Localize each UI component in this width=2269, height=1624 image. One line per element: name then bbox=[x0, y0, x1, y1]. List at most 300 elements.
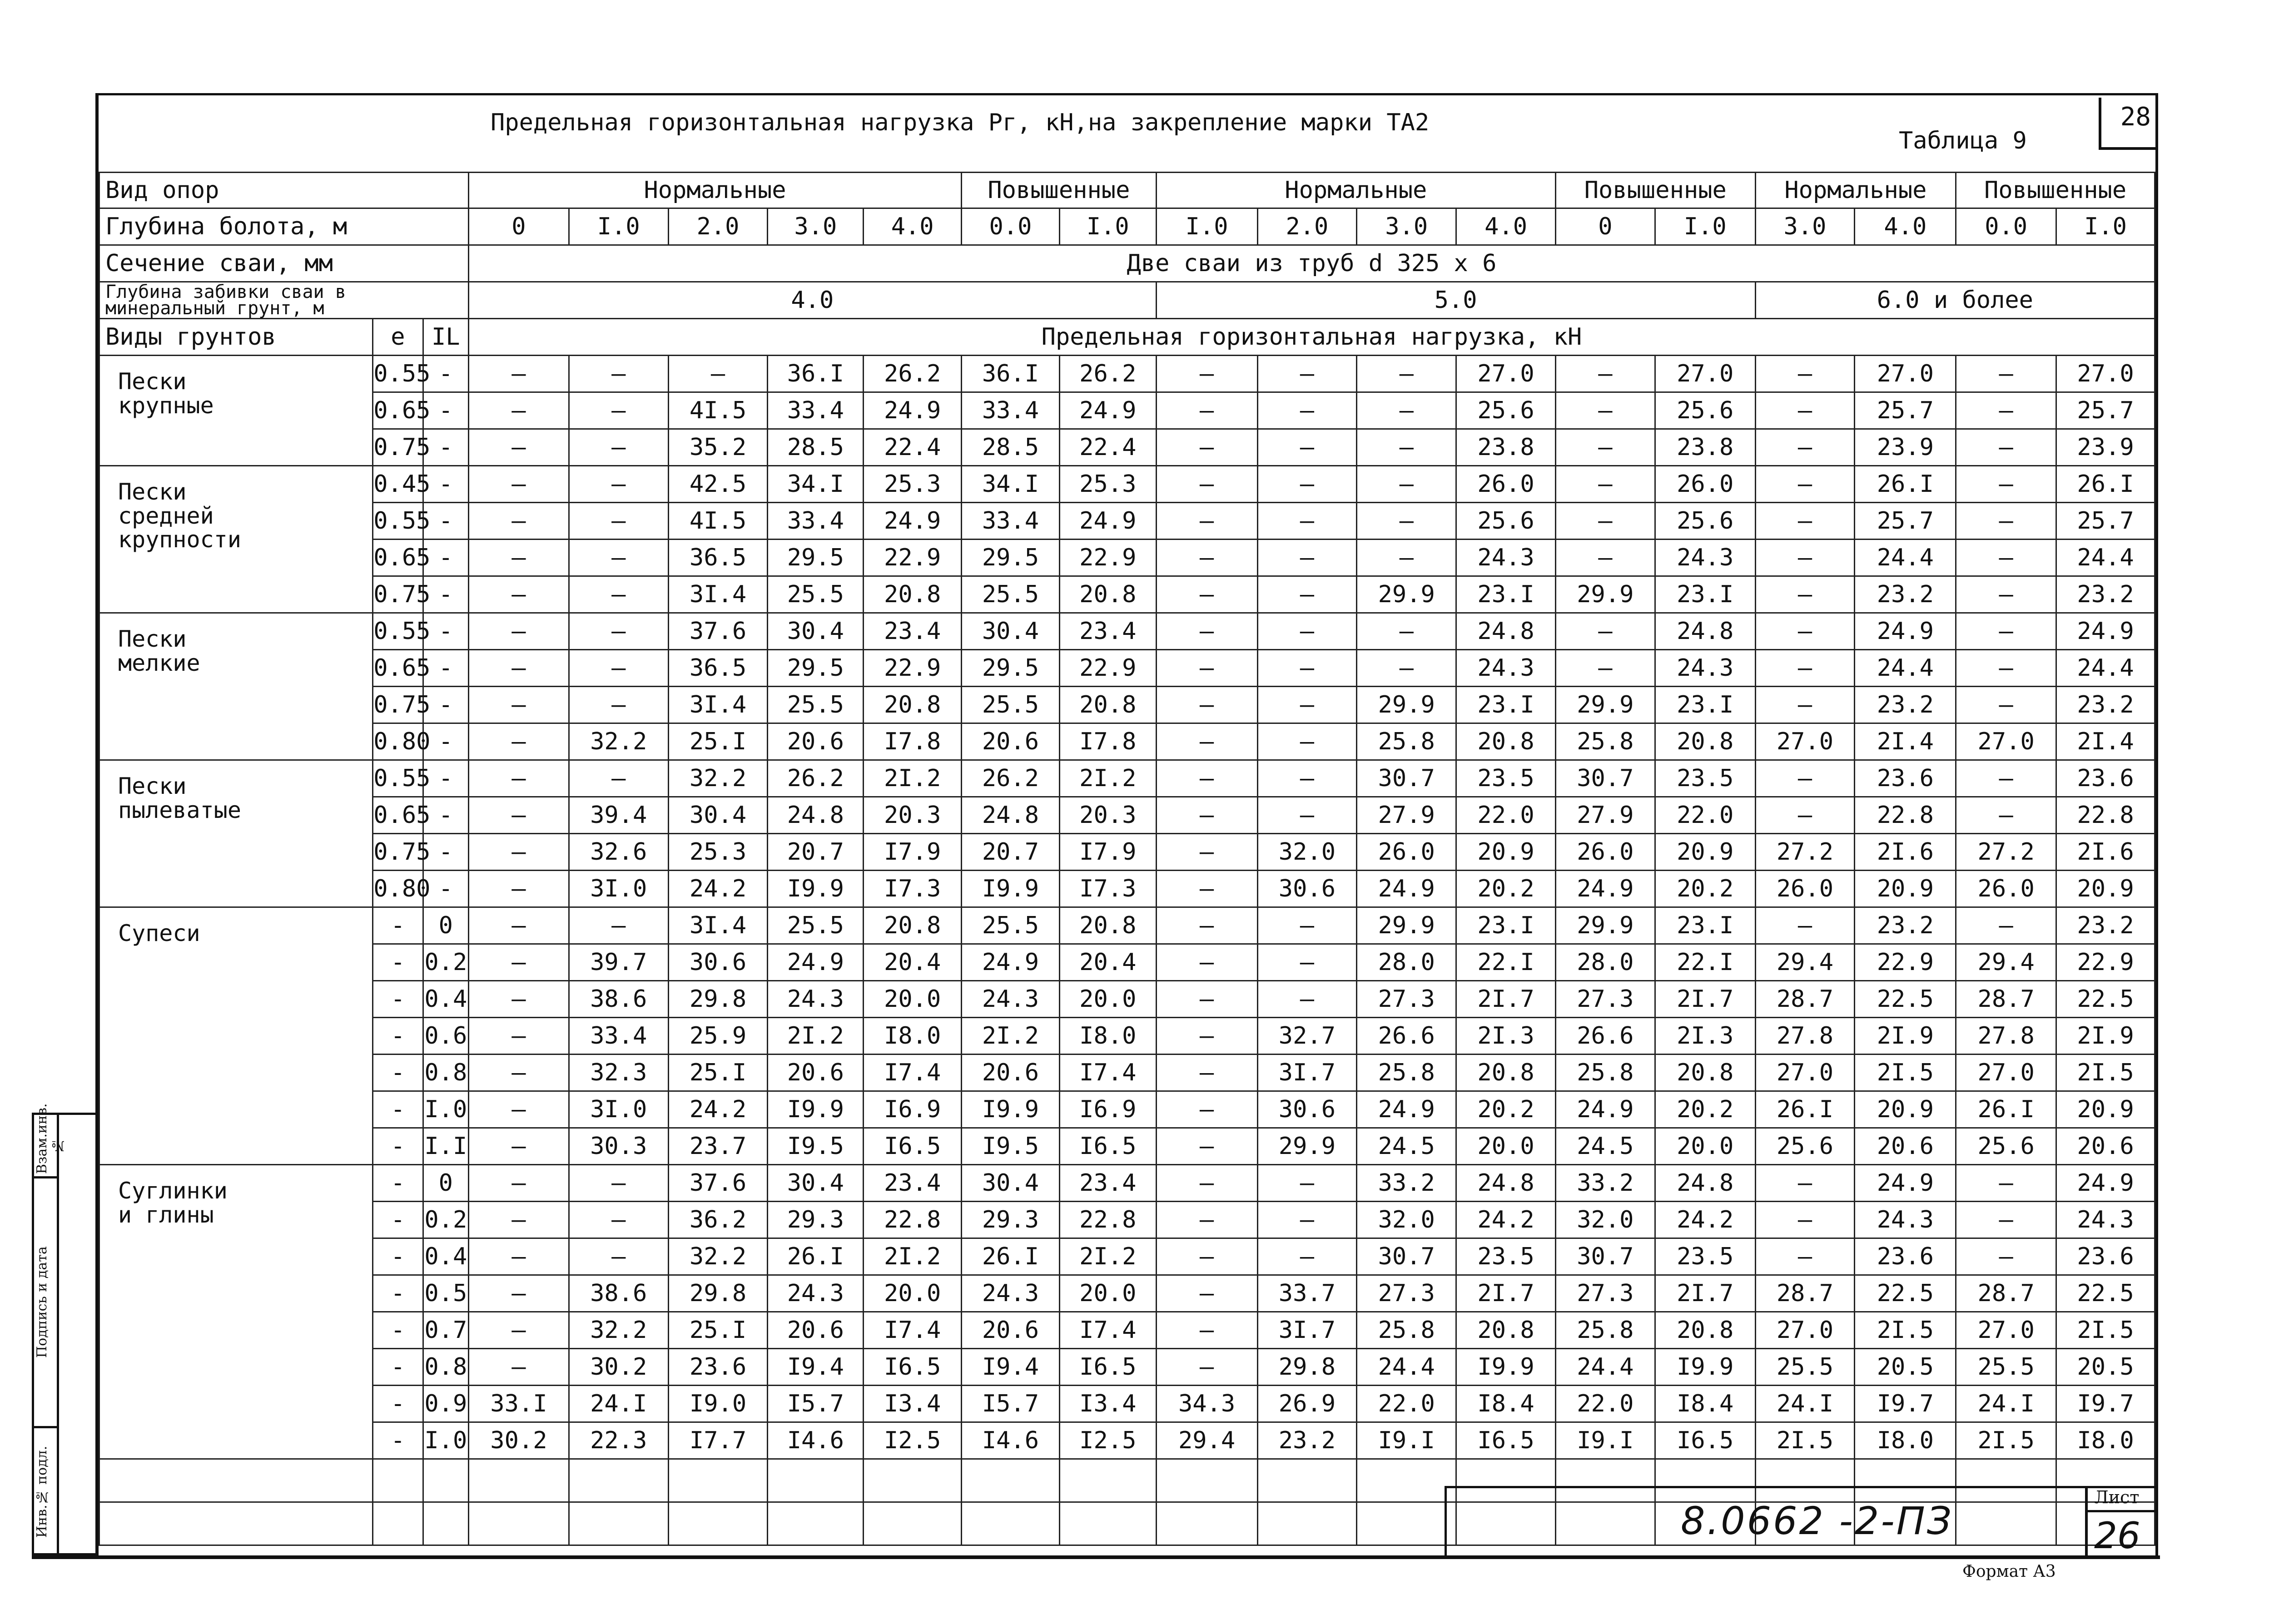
load-value-cell: I9.4 bbox=[768, 1349, 864, 1386]
load-value-cell: 33.4 bbox=[768, 503, 864, 540]
load-value-cell: – bbox=[569, 576, 668, 613]
load-value-cell: 2I.7 bbox=[1655, 981, 1755, 1018]
load-value-cell: 25.3 bbox=[864, 466, 962, 503]
load-value-cell: 25.8 bbox=[1555, 1312, 1655, 1349]
liquidity-cell: 0.4 bbox=[423, 981, 468, 1018]
load-value-cell: – bbox=[1555, 613, 1655, 650]
load-value-cell: 2I.7 bbox=[1456, 981, 1556, 1018]
load-value-cell: – bbox=[1156, 1238, 1257, 1275]
load-value-cell: 25.5 bbox=[1956, 1349, 2056, 1386]
table-row bbox=[99, 871, 2155, 907]
load-value-cell: 24.8 bbox=[1456, 1165, 1556, 1202]
load-value-cell: 24.9 bbox=[1855, 613, 1956, 650]
load-value-cell: 30.6 bbox=[1257, 1091, 1357, 1128]
load-value-cell: 23.5 bbox=[1456, 1238, 1556, 1275]
load-value-cell: 23.4 bbox=[864, 1165, 962, 1202]
load-value-cell: 23.I bbox=[1655, 687, 1755, 723]
load-value-cell: – bbox=[469, 576, 569, 613]
load-value-cell: – bbox=[668, 356, 768, 392]
porosity-cell: 0.55 bbox=[373, 356, 423, 392]
header-drive-depth-label: Глубина забивки сваи в минеральный грунт, м bbox=[99, 282, 469, 319]
table-row bbox=[99, 760, 2155, 797]
load-value-cell: 27.0 bbox=[1755, 1055, 1855, 1091]
load-value-cell: – bbox=[1156, 650, 1257, 687]
table-row bbox=[99, 907, 2155, 944]
load-value-cell: – bbox=[1156, 1091, 1257, 1128]
load-value-cell: 20.9 bbox=[1456, 834, 1556, 871]
load-value-cell: 25.5 bbox=[1755, 1349, 1855, 1386]
load-value-cell: 2I.5 bbox=[2056, 1312, 2155, 1349]
load-value-cell: 25.3 bbox=[1059, 466, 1156, 503]
load-value-cell: 26.I bbox=[768, 1238, 864, 1275]
load-value-cell: I9.9 bbox=[768, 1091, 864, 1128]
load-value-cell: 36.5 bbox=[668, 540, 768, 576]
load-value-cell: – bbox=[1956, 392, 2056, 429]
load-value-cell: 32.2 bbox=[668, 1238, 768, 1275]
sidebar-sign-date: Подпись и дата bbox=[34, 1246, 50, 1358]
load-value-cell: I8.0 bbox=[1059, 1018, 1156, 1055]
load-value-cell: I6.5 bbox=[1655, 1422, 1755, 1459]
load-value-cell: – bbox=[569, 1238, 668, 1275]
load-value-cell: 20.2 bbox=[1655, 1091, 1755, 1128]
header-depth-cell: 3.0 bbox=[1357, 208, 1456, 245]
load-value-cell: 20.9 bbox=[1655, 834, 1755, 871]
load-value-cell: 29.8 bbox=[1257, 1349, 1357, 1386]
load-value-cell: 20.0 bbox=[1456, 1128, 1556, 1165]
load-value-cell: – bbox=[1156, 1055, 1257, 1091]
load-value-cell: 2I.5 bbox=[1956, 1422, 2056, 1459]
load-value-cell: – bbox=[1755, 356, 1855, 392]
liquidity-cell: 0.2 bbox=[423, 944, 468, 981]
soil-group-name: Суглинки и глины bbox=[99, 1165, 373, 1459]
porosity-cell: 0.75 bbox=[373, 834, 423, 871]
load-value-cell: 26.0 bbox=[1456, 466, 1556, 503]
load-value-cell: 37.6 bbox=[668, 613, 768, 650]
load-value-cell: – bbox=[469, 944, 569, 981]
load-value-cell: 26.I bbox=[2056, 466, 2155, 503]
empty-cell bbox=[962, 1502, 1060, 1545]
load-value-cell: I7.7 bbox=[668, 1422, 768, 1459]
porosity-cell: 0.65 bbox=[373, 797, 423, 834]
porosity-cell: 0.55 bbox=[373, 760, 423, 797]
porosity-cell: - bbox=[373, 1091, 423, 1128]
load-value-cell: 20.6 bbox=[768, 723, 864, 760]
load-value-cell: I7.4 bbox=[1059, 1055, 1156, 1091]
load-value-cell: 28.0 bbox=[1357, 944, 1456, 981]
liquidity-cell: 0.5 bbox=[423, 1275, 468, 1312]
load-value-cell: – bbox=[569, 392, 668, 429]
load-value-cell: 2I.7 bbox=[1456, 1275, 1556, 1312]
load-value-cell: – bbox=[469, 1091, 569, 1128]
load-value-cell: I6.5 bbox=[1059, 1349, 1156, 1386]
load-value-cell: – bbox=[569, 650, 668, 687]
header-load-label: Предельная горизонтальная нагрузка, кН bbox=[469, 319, 2155, 356]
load-value-cell: 36.2 bbox=[668, 1202, 768, 1238]
header-support-type-label: Вид опор bbox=[99, 173, 469, 208]
load-value-cell: 23.8 bbox=[1655, 429, 1755, 466]
load-value-cell: 23.2 bbox=[2056, 687, 2155, 723]
load-value-cell: 36.5 bbox=[668, 650, 768, 687]
soil-group-name: Пески крупные bbox=[99, 356, 373, 466]
load-value-cell: 24.3 bbox=[768, 981, 864, 1018]
load-value-cell: 33.7 bbox=[1257, 1275, 1357, 1312]
load-value-cell: 29.5 bbox=[768, 540, 864, 576]
load-value-cell: 3I.0 bbox=[569, 871, 668, 907]
load-value-cell: 20.8 bbox=[1655, 1055, 1755, 1091]
load-value-cell: – bbox=[1755, 503, 1855, 540]
load-value-cell: 27.9 bbox=[1357, 797, 1456, 834]
load-value-cell: 22.4 bbox=[864, 429, 962, 466]
porosity-cell: 0.65 bbox=[373, 650, 423, 687]
load-value-cell: 2I.7 bbox=[1655, 1275, 1755, 1312]
load-value-cell: – bbox=[1156, 1312, 1257, 1349]
load-value-cell: – bbox=[1755, 466, 1855, 503]
load-value-cell: – bbox=[569, 429, 668, 466]
load-value-cell: 25.8 bbox=[1555, 723, 1655, 760]
load-value-cell: – bbox=[1257, 723, 1357, 760]
load-value-cell: 29.5 bbox=[962, 540, 1060, 576]
load-value-cell: 23.9 bbox=[2056, 429, 2155, 466]
load-value-cell: 23.6 bbox=[668, 1349, 768, 1386]
load-value-cell: 20.0 bbox=[864, 1275, 962, 1312]
load-value-cell: 27.8 bbox=[1755, 1018, 1855, 1055]
load-value-cell: 23.5 bbox=[1655, 760, 1755, 797]
load-value-cell: 2I.5 bbox=[2056, 1055, 2155, 1091]
load-value-cell: – bbox=[1257, 503, 1357, 540]
load-value-cell: 24.8 bbox=[1655, 1165, 1755, 1202]
load-value-cell: 24.4 bbox=[2056, 650, 2155, 687]
load-value-cell: 22.0 bbox=[1555, 1386, 1655, 1422]
load-value-cell: 24.9 bbox=[1555, 871, 1655, 907]
load-value-cell: 24.3 bbox=[1655, 540, 1755, 576]
load-value-cell: 25.3 bbox=[668, 834, 768, 871]
load-value-cell: 23.2 bbox=[2056, 907, 2155, 944]
load-value-cell: – bbox=[1755, 1165, 1855, 1202]
load-value-cell: 28.7 bbox=[1956, 981, 2056, 1018]
load-value-cell: 26.0 bbox=[1655, 466, 1755, 503]
load-value-cell: 20.9 bbox=[1855, 1091, 1956, 1128]
load-value-cell: 23.9 bbox=[1855, 429, 1956, 466]
load-value-cell: 24.I bbox=[569, 1386, 668, 1422]
load-value-cell: 24.I bbox=[1755, 1386, 1855, 1422]
table-row bbox=[99, 834, 2155, 871]
liquidity-cell: - bbox=[423, 871, 468, 907]
header-depth-cell: I.0 bbox=[1655, 208, 1755, 245]
empty-cell bbox=[423, 1502, 468, 1545]
load-value-cell: 20.8 bbox=[1059, 907, 1156, 944]
empty-cell bbox=[1059, 1459, 1156, 1502]
load-value-cell: – bbox=[469, 613, 569, 650]
load-value-cell: – bbox=[1956, 907, 2056, 944]
load-value-cell: I8.0 bbox=[864, 1018, 962, 1055]
load-value-cell: 24.2 bbox=[668, 871, 768, 907]
load-value-cell: – bbox=[1156, 871, 1257, 907]
load-value-cell: – bbox=[1257, 392, 1357, 429]
load-value-cell: 30.4 bbox=[962, 1165, 1060, 1202]
empty-cell bbox=[768, 1502, 864, 1545]
load-value-cell: 25.5 bbox=[962, 687, 1060, 723]
load-value-cell: 34.I bbox=[962, 466, 1060, 503]
table-row bbox=[99, 723, 2155, 760]
load-value-cell: – bbox=[1956, 503, 2056, 540]
load-value-cell: 23.I bbox=[1456, 687, 1556, 723]
load-value-cell: 30.4 bbox=[768, 1165, 864, 1202]
load-value-cell: 22.5 bbox=[2056, 1275, 2155, 1312]
load-value-cell: 23.I bbox=[1456, 907, 1556, 944]
load-value-cell: – bbox=[1257, 944, 1357, 981]
table-row bbox=[99, 1055, 2155, 1091]
liquidity-cell: I.I bbox=[423, 1128, 468, 1165]
load-value-cell: – bbox=[469, 540, 569, 576]
load-value-cell: 27.0 bbox=[1655, 356, 1755, 392]
empty-cell bbox=[1156, 1459, 1257, 1502]
table-row bbox=[99, 1312, 2155, 1349]
empty-cell bbox=[864, 1459, 962, 1502]
load-value-cell: 22.8 bbox=[864, 1202, 962, 1238]
load-value-cell: 20.6 bbox=[962, 723, 1060, 760]
load-value-cell: – bbox=[569, 687, 668, 723]
load-value-cell: 30.2 bbox=[469, 1422, 569, 1459]
load-value-cell: – bbox=[1555, 429, 1655, 466]
table-row bbox=[99, 208, 2155, 245]
load-value-cell: – bbox=[1755, 1238, 1855, 1275]
load-value-cell: – bbox=[469, 1349, 569, 1386]
load-value-cell: 29.9 bbox=[1555, 907, 1655, 944]
load-value-cell: 27.3 bbox=[1357, 981, 1456, 1018]
load-value-cell: – bbox=[1156, 576, 1257, 613]
load-value-cell: – bbox=[1156, 981, 1257, 1018]
load-value-cell: 25.7 bbox=[1855, 503, 1956, 540]
load-value-cell: 27.2 bbox=[1956, 834, 2056, 871]
load-value-cell: – bbox=[1357, 540, 1456, 576]
load-value-cell: – bbox=[1156, 1128, 1257, 1165]
header-support-group: Нормальные bbox=[1156, 173, 1555, 208]
load-value-cell: 26.6 bbox=[1555, 1018, 1655, 1055]
load-value-cell: 34.I bbox=[768, 466, 864, 503]
load-value-cell: – bbox=[1257, 576, 1357, 613]
load-value-cell: 26.0 bbox=[1555, 834, 1655, 871]
load-value-cell: – bbox=[469, 1238, 569, 1275]
load-value-cell: 32.0 bbox=[1555, 1202, 1655, 1238]
header-bog-depth-label: Глубина болота, м bbox=[99, 208, 469, 245]
load-value-cell: 30.6 bbox=[668, 944, 768, 981]
load-value-cell: – bbox=[469, 1128, 569, 1165]
load-value-cell: 26.I bbox=[962, 1238, 1060, 1275]
load-value-cell: 29.9 bbox=[1357, 687, 1456, 723]
table-label: Таблица 9 bbox=[1899, 127, 2027, 154]
load-value-cell: 27.3 bbox=[1357, 1275, 1456, 1312]
load-value-cell: 29.4 bbox=[1156, 1422, 1257, 1459]
liquidity-cell: 0 bbox=[423, 907, 468, 944]
empty-cell bbox=[99, 1502, 373, 1545]
load-value-cell: 20.5 bbox=[2056, 1349, 2155, 1386]
table-row bbox=[99, 282, 2155, 319]
load-value-cell: – bbox=[1755, 907, 1855, 944]
load-value-cell: – bbox=[1156, 540, 1257, 576]
load-value-cell: I7.3 bbox=[864, 871, 962, 907]
load-value-cell: 20.8 bbox=[1655, 723, 1755, 760]
load-value-cell: 22.5 bbox=[2056, 981, 2155, 1018]
load-value-cell: I7.8 bbox=[864, 723, 962, 760]
load-value-cell: 20.0 bbox=[1059, 1275, 1156, 1312]
load-value-cell: 2I.2 bbox=[1059, 1238, 1156, 1275]
table-row bbox=[99, 650, 2155, 687]
load-value-cell: 24.2 bbox=[1456, 1202, 1556, 1238]
load-value-cell: 22.0 bbox=[1655, 797, 1755, 834]
table-row bbox=[99, 173, 2155, 208]
load-value-cell: 27.0 bbox=[1956, 1055, 2056, 1091]
table-row bbox=[99, 981, 2155, 1018]
load-value-cell: 20.2 bbox=[1456, 871, 1556, 907]
load-value-cell: – bbox=[1156, 687, 1257, 723]
load-value-cell: 23.6 bbox=[2056, 1238, 2155, 1275]
load-value-cell: 20.2 bbox=[1655, 871, 1755, 907]
load-value-cell: 20.9 bbox=[1855, 871, 1956, 907]
load-value-cell: I8.4 bbox=[1655, 1386, 1755, 1422]
load-value-cell: 24.9 bbox=[1855, 1165, 1956, 1202]
table-row bbox=[99, 613, 2155, 650]
load-value-cell: – bbox=[1755, 429, 1855, 466]
load-value-cell: 20.8 bbox=[1456, 1312, 1556, 1349]
header-section-label: Сечение сваи, мм bbox=[99, 245, 469, 282]
load-value-cell: 33.2 bbox=[1555, 1165, 1655, 1202]
document-code: 8.0662 -2-ПЗ bbox=[1681, 1499, 1953, 1543]
load-value-cell: 27.2 bbox=[1755, 834, 1855, 871]
load-value-cell: – bbox=[569, 613, 668, 650]
load-value-cell: I9.9 bbox=[768, 871, 864, 907]
load-value-cell: 3I.4 bbox=[668, 576, 768, 613]
empty-cell bbox=[569, 1459, 668, 1502]
load-value-cell: – bbox=[469, 797, 569, 834]
load-value-cell: 20.8 bbox=[1655, 1312, 1755, 1349]
load-value-cell: 2I.4 bbox=[2056, 723, 2155, 760]
load-value-cell: 30.2 bbox=[569, 1349, 668, 1386]
header-support-group: Повышенные bbox=[1956, 173, 2155, 208]
load-value-cell: 27.0 bbox=[1755, 1312, 1855, 1349]
load-value-cell: 37.6 bbox=[668, 1165, 768, 1202]
empty-cell bbox=[373, 1459, 423, 1502]
load-value-cell: – bbox=[1257, 540, 1357, 576]
load-value-cell: – bbox=[1156, 1165, 1257, 1202]
load-value-cell: 24.8 bbox=[1456, 613, 1556, 650]
porosity-cell: 0.55 bbox=[373, 503, 423, 540]
load-value-cell: 22.0 bbox=[1456, 797, 1556, 834]
load-value-cell: – bbox=[1555, 466, 1655, 503]
load-value-cell: 24.5 bbox=[1555, 1128, 1655, 1165]
load-value-cell: 32.6 bbox=[569, 834, 668, 871]
load-value-cell: – bbox=[1257, 687, 1357, 723]
load-value-cell: 20.6 bbox=[1855, 1128, 1956, 1165]
load-value-cell: 30.7 bbox=[1555, 760, 1655, 797]
liquidity-cell: - bbox=[423, 723, 468, 760]
table-row bbox=[99, 319, 2155, 356]
liquidity-cell: - bbox=[423, 687, 468, 723]
porosity-cell: 0.80 bbox=[373, 871, 423, 907]
porosity-cell: - bbox=[373, 1275, 423, 1312]
load-value-cell: 27.3 bbox=[1555, 981, 1655, 1018]
load-value-cell: 25.9 bbox=[668, 1018, 768, 1055]
load-value-cell: 29.4 bbox=[1755, 944, 1855, 981]
load-value-cell: 20.9 bbox=[2056, 1091, 2155, 1128]
header-drive-depth-value: 5.0 bbox=[1156, 282, 1755, 319]
load-value-cell: 20.8 bbox=[1456, 723, 1556, 760]
load-value-cell: 25.6 bbox=[1655, 392, 1755, 429]
table-row bbox=[99, 466, 2155, 503]
load-value-cell: 23.2 bbox=[1855, 576, 1956, 613]
load-value-cell: – bbox=[1257, 466, 1357, 503]
load-value-cell: 38.6 bbox=[569, 1275, 668, 1312]
load-value-cell: 23.5 bbox=[1655, 1238, 1755, 1275]
load-value-cell: 24.3 bbox=[2056, 1202, 2155, 1238]
load-value-cell: 2I.6 bbox=[2056, 834, 2155, 871]
load-value-cell: I9.I bbox=[1555, 1422, 1655, 1459]
liquidity-cell: I.0 bbox=[423, 1091, 468, 1128]
load-value-cell: 27.0 bbox=[1956, 723, 2056, 760]
header-depth-cell: 0.0 bbox=[1956, 208, 2056, 245]
load-value-cell: I2.5 bbox=[864, 1422, 962, 1459]
porosity-cell: - bbox=[373, 1386, 423, 1422]
load-value-cell: 20.0 bbox=[1655, 1128, 1755, 1165]
load-value-cell: – bbox=[1257, 1165, 1357, 1202]
load-value-cell: – bbox=[569, 503, 668, 540]
load-value-cell: – bbox=[469, 1202, 569, 1238]
porosity-cell: 0.75 bbox=[373, 576, 423, 613]
load-value-cell: I7.4 bbox=[1059, 1312, 1156, 1349]
load-value-cell: – bbox=[469, 723, 569, 760]
load-value-cell: – bbox=[1555, 540, 1655, 576]
load-value-cell: – bbox=[1257, 613, 1357, 650]
load-value-cell: 38.6 bbox=[569, 981, 668, 1018]
load-value-cell: – bbox=[1755, 392, 1855, 429]
load-value-cell: 23.4 bbox=[1059, 1165, 1156, 1202]
load-value-cell: 24.4 bbox=[1357, 1349, 1456, 1386]
liquidity-cell: - bbox=[423, 760, 468, 797]
load-value-cell: 2I.5 bbox=[1855, 1312, 1956, 1349]
load-value-cell: 26.0 bbox=[1357, 834, 1456, 871]
sheet-label: Лист bbox=[2094, 1487, 2140, 1507]
load-value-cell: – bbox=[1156, 907, 1257, 944]
porosity-cell: - bbox=[373, 1018, 423, 1055]
load-value-cell: 30.4 bbox=[962, 613, 1060, 650]
load-value-cell: 25.I bbox=[668, 1055, 768, 1091]
liquidity-cell: 0.6 bbox=[423, 1018, 468, 1055]
load-value-cell: 27.0 bbox=[1855, 356, 1956, 392]
load-value-cell: 29.9 bbox=[1357, 907, 1456, 944]
load-value-cell: 3I.0 bbox=[569, 1091, 668, 1128]
load-value-cell: I9.9 bbox=[1655, 1349, 1755, 1386]
load-value-cell: 22.9 bbox=[2056, 944, 2155, 981]
load-value-cell: 27.8 bbox=[1956, 1018, 2056, 1055]
load-value-cell: I6.5 bbox=[864, 1349, 962, 1386]
load-value-cell: 32.3 bbox=[569, 1055, 668, 1091]
load-value-cell: 24.3 bbox=[1456, 650, 1556, 687]
load-value-cell: – bbox=[469, 466, 569, 503]
load-value-cell: 30.4 bbox=[768, 613, 864, 650]
load-value-cell: 25.6 bbox=[1456, 503, 1556, 540]
table-row bbox=[99, 1128, 2155, 1165]
load-value-cell: 32.2 bbox=[668, 760, 768, 797]
load-value-cell: 28.5 bbox=[962, 429, 1060, 466]
load-value-cell: 22.9 bbox=[1855, 944, 1956, 981]
load-value-cell: 32.2 bbox=[569, 723, 668, 760]
load-value-cell: 20.8 bbox=[1456, 1055, 1556, 1091]
load-value-cell: – bbox=[1956, 1238, 2056, 1275]
load-value-cell: – bbox=[1755, 760, 1855, 797]
load-value-cell: 24.9 bbox=[1357, 871, 1456, 907]
load-value-cell: – bbox=[1257, 356, 1357, 392]
load-table bbox=[99, 172, 2155, 1546]
load-value-cell: – bbox=[1755, 650, 1855, 687]
